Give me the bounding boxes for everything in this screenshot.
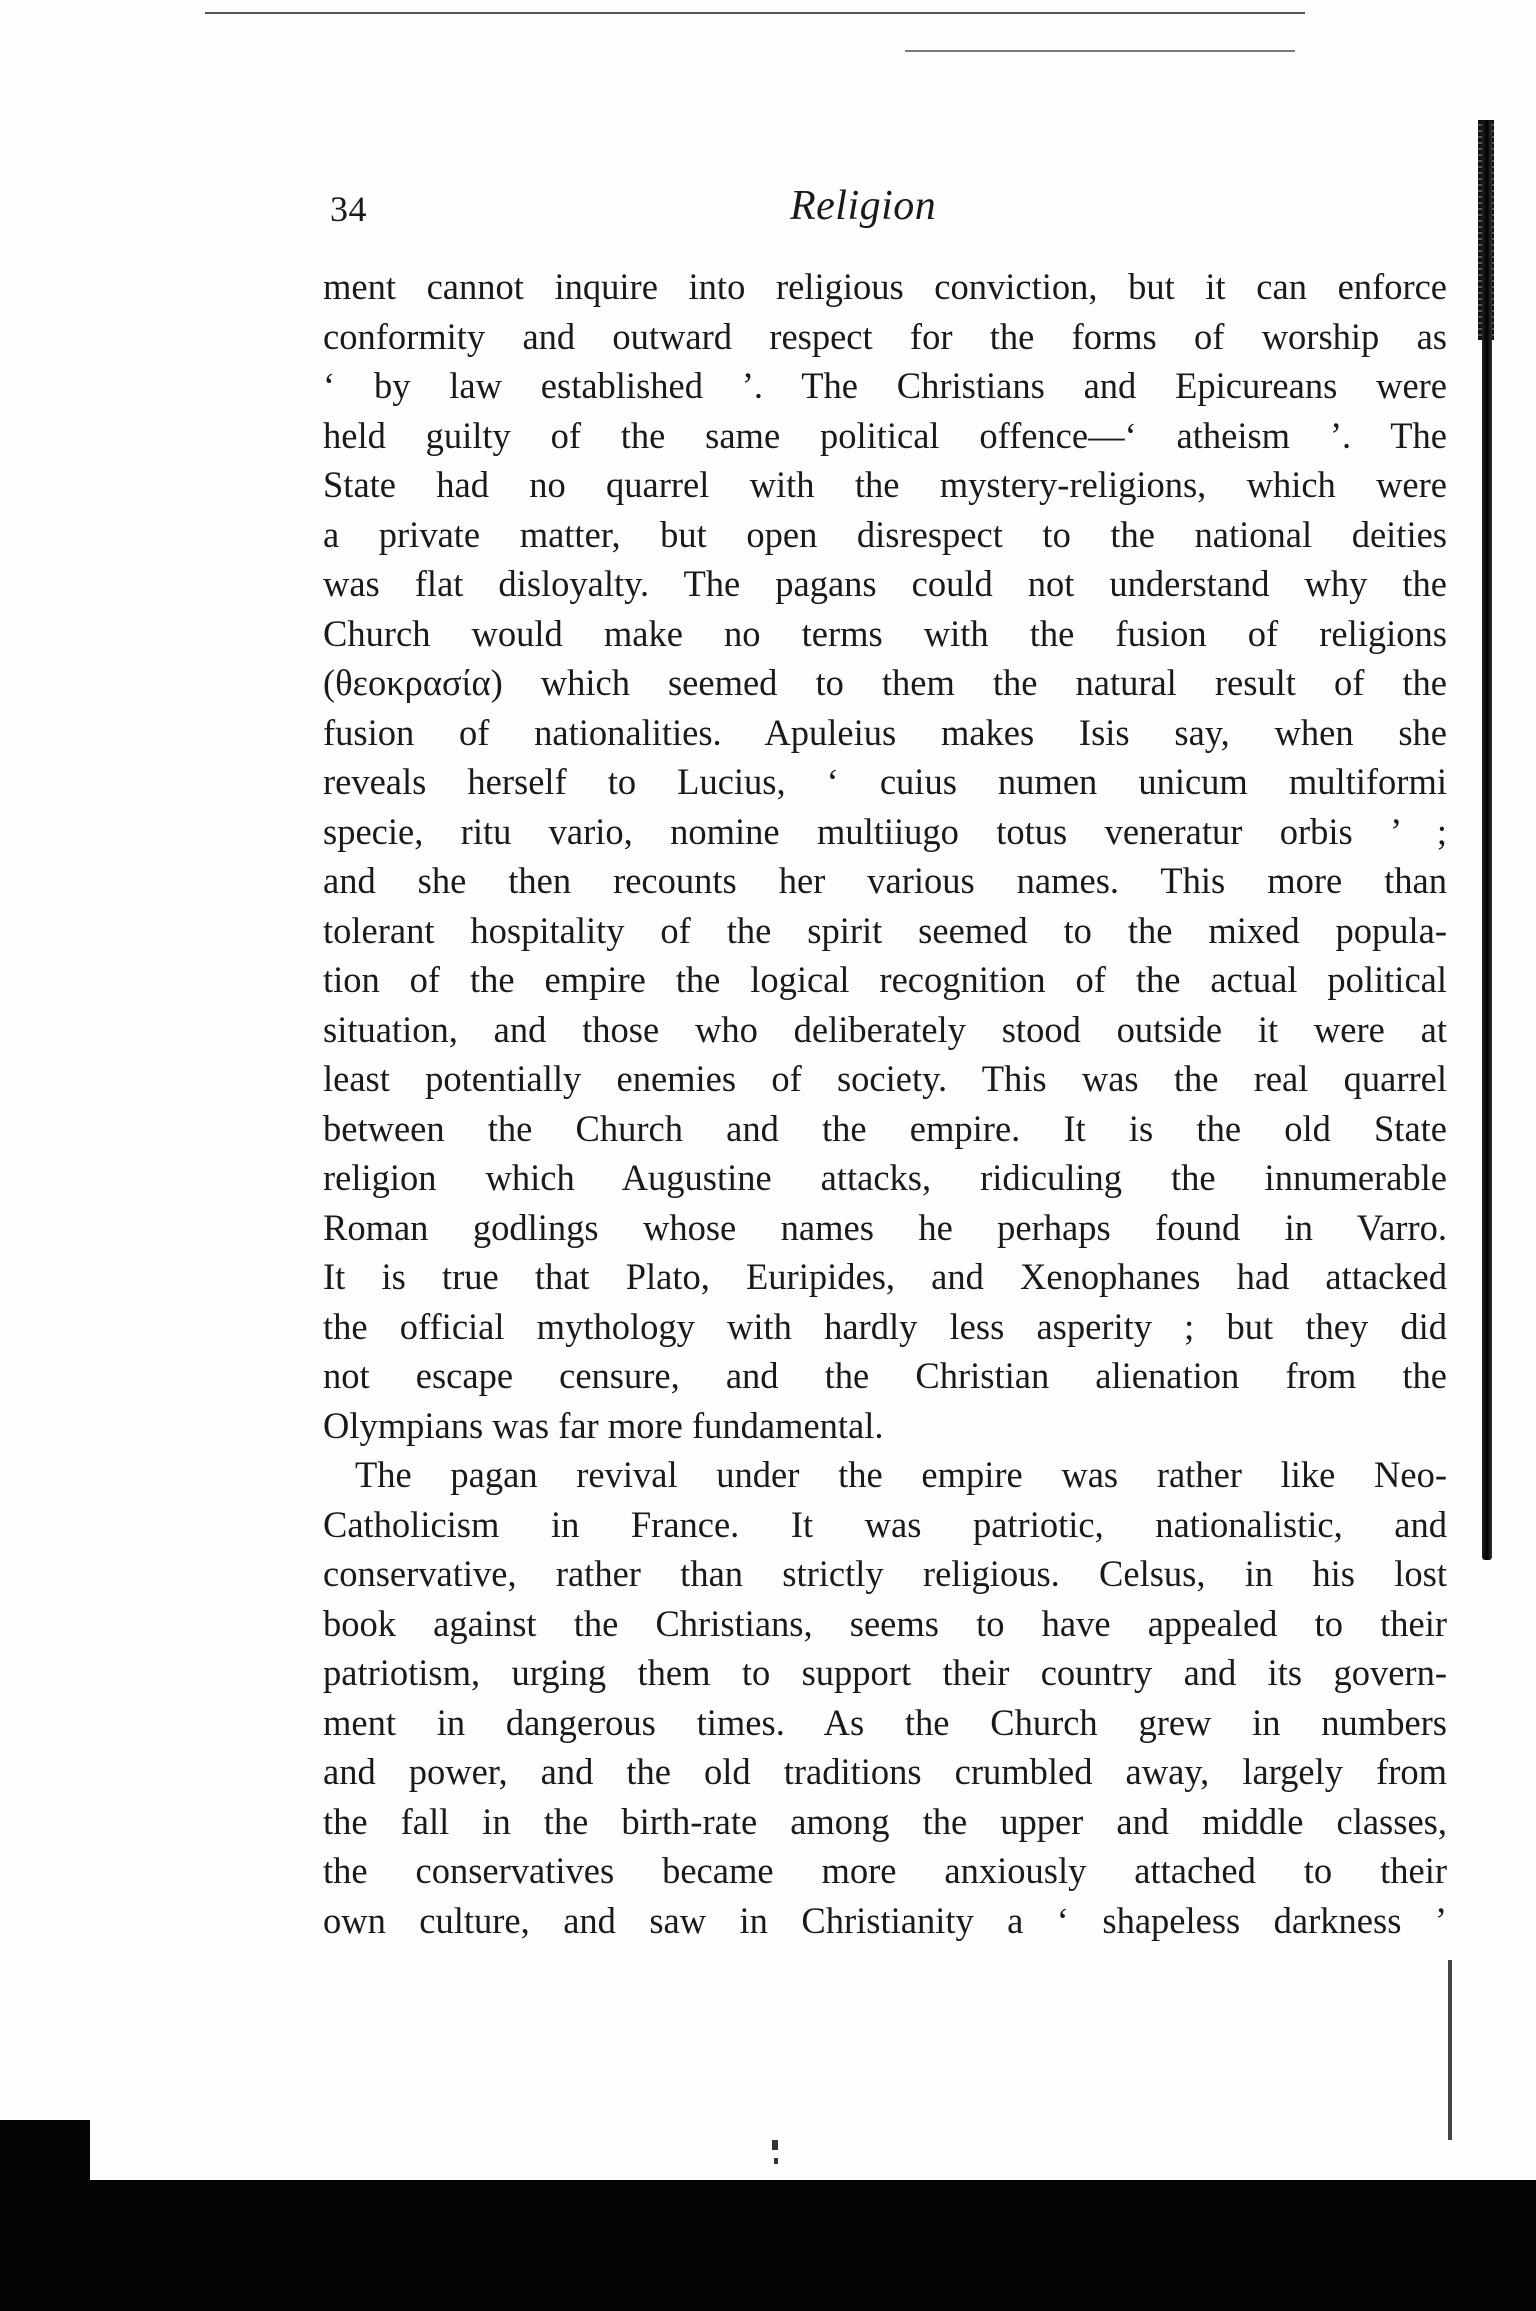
text-line: book against the Christians, seems to have appealed to their (323, 1602, 1447, 1644)
scan-binding-edge (1482, 120, 1492, 1560)
text-line: own culture, and saw in Christianity a ‘ shapeless darkness ’ (323, 1899, 1447, 1941)
text-line: (θεοκρασία) which seemed to them the natural result of the (323, 662, 1447, 703)
scan-bottom-shadow-wedge (0, 2120, 90, 2180)
text-line: specie, ritu vario, nomine multiiugo totus veneratur orbis ’ ; (323, 810, 1447, 852)
text-line: and she then recounts her various names. This more than (323, 860, 1447, 901)
text-line: Roman godlings whose names he perhaps found in Varro. (323, 1206, 1447, 1248)
text-line: The pagan revival under the empire was rather like Neo- (355, 1454, 1447, 1495)
scan-edge-mark-lower (1448, 1960, 1452, 2140)
text-line: ment cannot inquire into religious conviction, but it can enforce (323, 266, 1447, 307)
scan-speck (774, 2158, 778, 2164)
text-line: the fall in the birth-rate among the upper and middle classes, (323, 1800, 1447, 1842)
text-line: conservative, rather than strictly religious. Celsus, in his lost (323, 1553, 1447, 1594)
text-line: not escape censure, and the Christian alienation from the (323, 1355, 1447, 1396)
scan-top-rule (205, 12, 1305, 14)
text-line: State had no quarrel with the mystery-religions, which were (323, 464, 1447, 505)
text-line: Catholicism in France. It was patriotic, nationalistic, and (323, 1503, 1447, 1545)
text-line: the conservatives became more anxiously attached to their (323, 1850, 1447, 1891)
text-line: Olympians was far more fundamental. (323, 1404, 884, 1446)
text-line: reveals herself to Lucius, ‘ cuius numen unicum multiformi (323, 761, 1447, 802)
text-line: ment in dangerous times. As the Church grew in numbers (323, 1701, 1447, 1743)
scan-top-rule-secondary (905, 50, 1295, 52)
text-line: conformity and outward respect for the forms of worship as (323, 315, 1447, 357)
text-line: the official mythology with hardly less asperity ; but they did (323, 1305, 1447, 1347)
running-head: Religion (790, 183, 937, 229)
text-line: religion which Augustine attacks, ridiculing the innumerable (323, 1157, 1447, 1198)
text-line: tion of the empire the logical recognition of the actual political (323, 959, 1447, 1000)
text-line: It is true that Plato, Euripides, and Xenophanes had attacked (323, 1256, 1447, 1297)
text-line: tolerant hospitality of the spirit seemed to the mixed popula- (323, 909, 1447, 951)
text-line: patriotism, urging them to support their country and its govern- (323, 1652, 1447, 1693)
text-line: held guilty of the same political offence—‘ atheism ’. The (323, 414, 1447, 456)
page-number: 34 (330, 189, 367, 229)
text-line: fusion of nationalities. Apuleius makes Isis say, when she (323, 711, 1447, 753)
scan-speck (772, 2140, 778, 2150)
text-line: least potentially enemies of society. This was the real quarrel (323, 1058, 1447, 1099)
text-line: and power, and the old traditions crumbled away, largely from (323, 1751, 1447, 1792)
text-line: between the Church and the empire. It is the old State (323, 1107, 1447, 1149)
scan-bottom-shadow (0, 2180, 1536, 2311)
text-line: was flat disloyalty. The pagans could not understand why the (323, 563, 1447, 604)
text-line: situation, and those who deliberately stood outside it were at (323, 1008, 1447, 1050)
text-line: a private matter, but open disrespect to the national deities (323, 513, 1447, 555)
body-text (323, 262, 1447, 1945)
text-line: Church would make no terms with the fusion of religions (323, 612, 1447, 654)
text-line: ‘ by law established ’. The Christians and Epicureans were (323, 365, 1447, 406)
